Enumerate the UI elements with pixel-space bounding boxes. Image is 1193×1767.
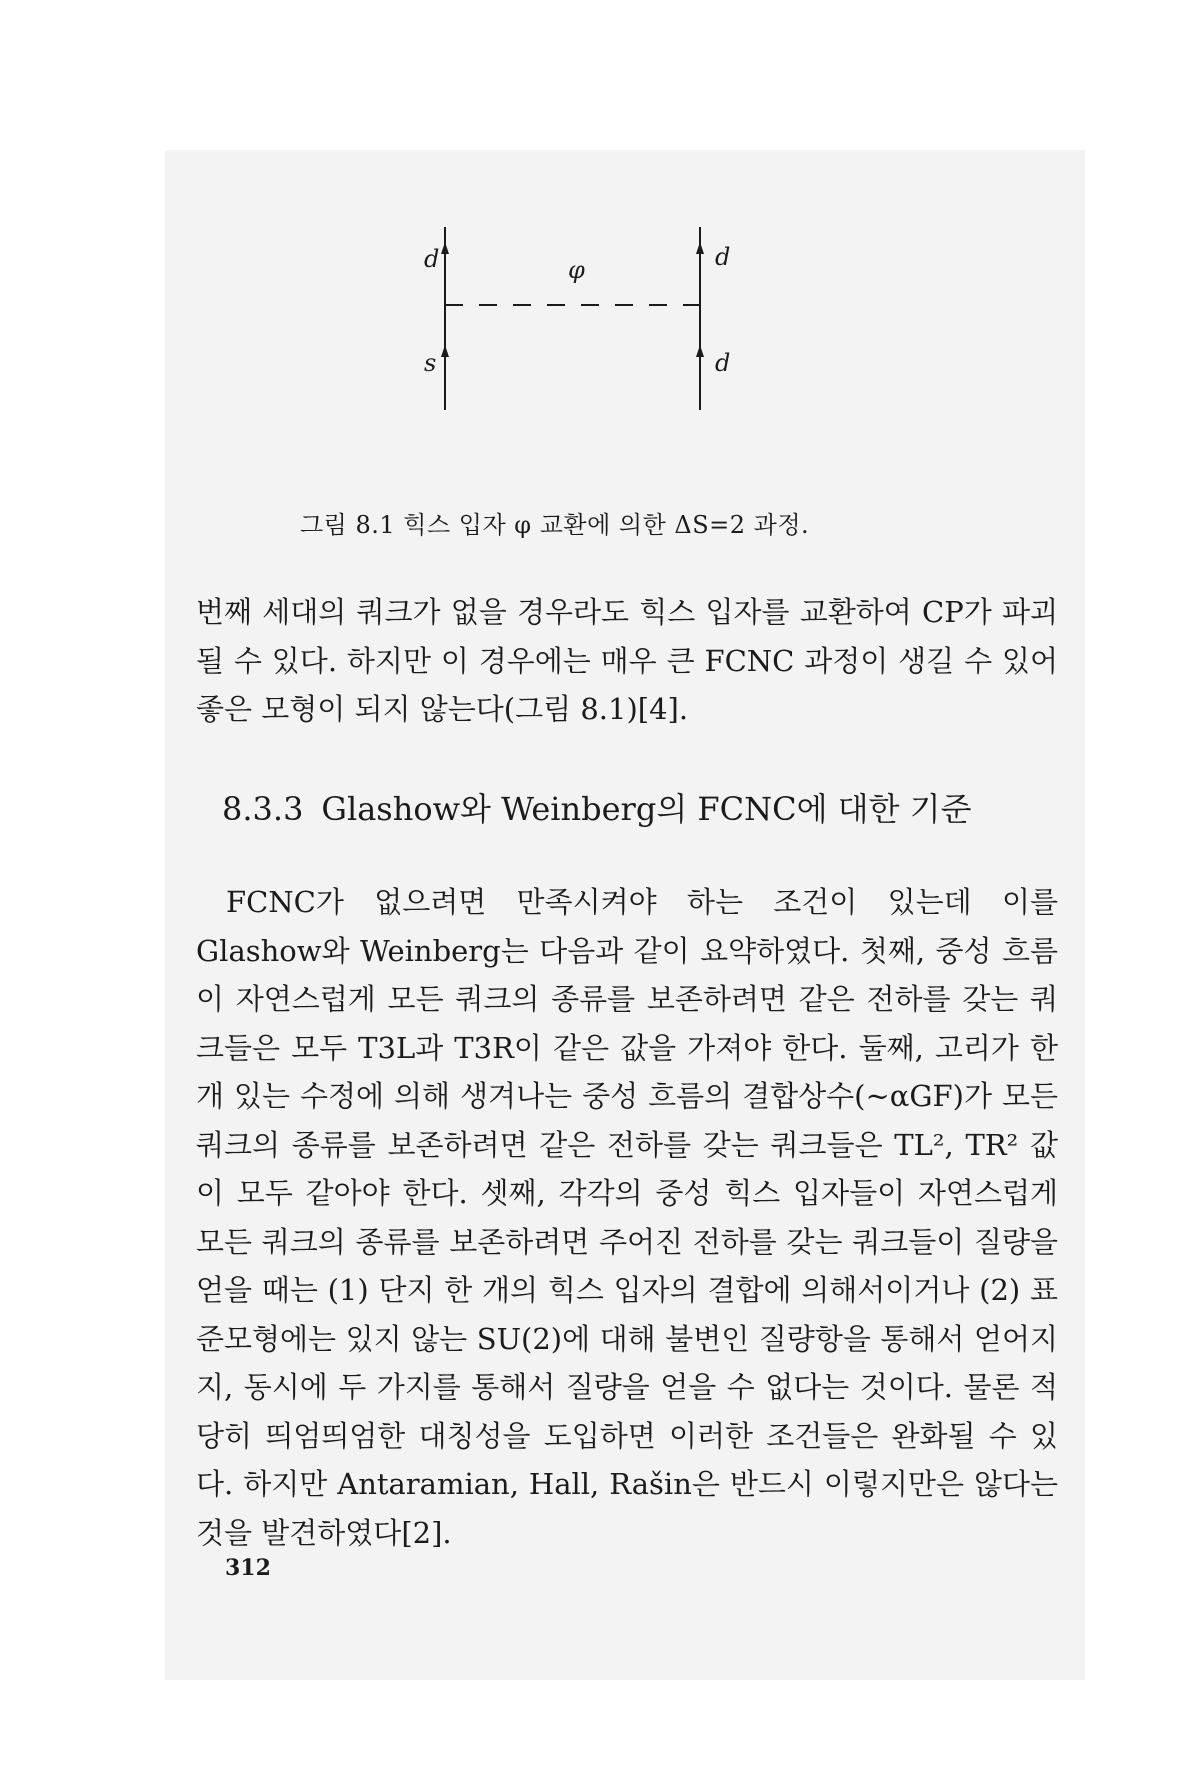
paragraph-continuation: 번째 세대의 쿼크가 없을 경우라도 힉스 입자를 교환하여 CP가 파괴될 수 있다. 하지만 이 경우에는 매우 큰 FCNC 과정이 생길 수 있어 좋은 모형이 되지 않는다(그림 8.1)[4]. <box>196 595 1058 726</box>
arrow-top-right <box>696 242 704 254</box>
arrow-bottom-left <box>441 345 449 357</box>
label-top-right: d <box>715 243 731 271</box>
page-number: 312 <box>225 1555 271 1581</box>
arrow-bottom-right <box>696 345 704 357</box>
feynman-diagram <box>400 225 740 425</box>
label-top-left: d <box>424 245 440 273</box>
section-heading <box>222 784 972 830</box>
section-number: 8.3.3 <box>222 790 304 828</box>
section-title: Glashow와 Weinberg의 FCNC에 대한 기준 <box>321 790 972 828</box>
paragraph-body: FCNC가 없으려면 만족시켜야 하는 조건이 있는데 이를 Glashow와 Weinberg는 다음과 같이 요약하였다. 첫째, 중성 흐름이 자연스럽게 모든 쿼크의 종류를 보존하려면 같은 전하를 갖는 쿼크들은 모두 T3L과 T3R이 같은 값을 가져야 한다. 둘째, 고리가 한 개 있는 수정에 의해 생겨나는 중성 흐름의 결합상수(~αGF)가 모든 쿼크의 종류를 보존하려면 같은 전하를 갖는 쿼크들은 TL², TR² 값이 모두 같아야 한다. 셋째, 각각의 중성 힉스 입자들이 자연스럽게 모든 쿼크의 종류를 보존하려면 주어진 전하를 갖는 쿼크들이 질량을 얻을 때는 (1) 단지 한 개의 힉스 입자의 결합에 의해서이거나 (2) 표준모형에는 있지 않는 SU(2)에 대해 불변인 질량항을 통해서 얻어지지, 동시에 두 가지를 통해서 질량을 얻을 수 없다는 것이다. 물론 적당히 띄엄띄엄한 대칭성을 도입하면 이러한 조건들은 완화될 수 있다. 하지만 Antaramian, Hall, Rašin은 반드시 이렇지만은 않다는 것을 발견하였다[2]. <box>196 885 1058 1550</box>
figure-caption: 그림 8.1 힉스 입자 φ 교환에 의한 ΔS=2 과정. <box>300 511 810 539</box>
arrow-top-left <box>441 242 449 254</box>
label-bottom-left: s <box>424 349 437 377</box>
label-bottom-right: d <box>715 349 731 377</box>
label-mediator: φ <box>568 256 585 284</box>
